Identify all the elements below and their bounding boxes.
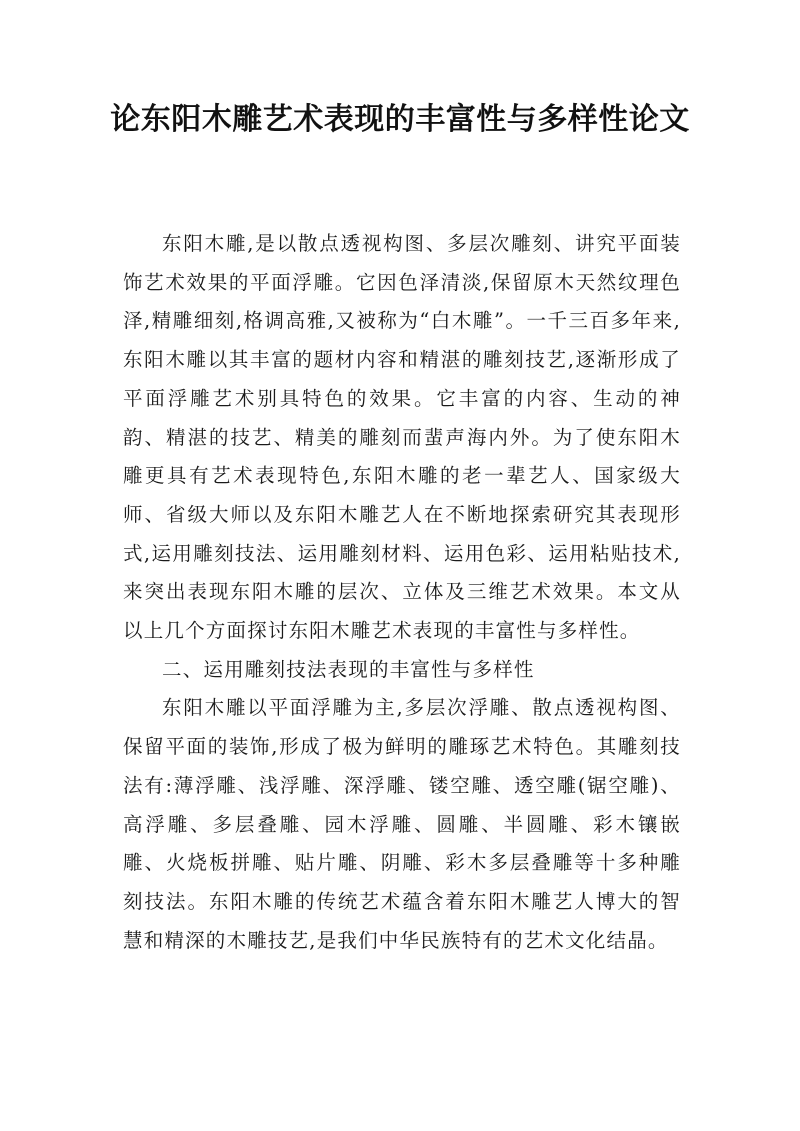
- document-body: [123, 225, 681, 960]
- section-paragraph: 东阳木雕以平面浮雕为主,多层次浮雕、散点透视构图、保留平面的装饰,形成了极为鲜明的雕琢艺术特色。其雕刻技法有:薄浮雕、浅浮雕、深浮雕、镂空雕、透空雕(锯空雕)、高浮雕、多层叠雕、园木浮雕、圆雕、半圆雕、彩木镶嵌雕、火烧板拼雕、贴片雕、阴雕、彩木多层叠雕等十多种雕刻技法。东阳木雕的传统艺术蕴含着东阳木雕艺人博大的智慧和精深的木雕技艺,是我们中华民族特有的艺术文化结晶。: [123, 696, 681, 952]
- document-title: 论东阳木雕艺术表现的丰富性与多样性论文: [110, 102, 690, 137]
- intro-paragraph: 东阳木雕,是以散点透视构图、多层次雕刻、讲究平面装饰艺术效果的平面浮雕。它因色泽清淡,保留原木天然纹理色泽,精雕细刻,格调高雅,又被称为“白木雕”。一千三百多年来,东阳木雕以其丰富的题材内容和精湛的雕刻技艺,逐渐形成了平面浮雕艺术别具特色的效果。它丰富的内容、生动的神韵、精湛的技艺、精美的雕刻而蜚声海内外。为了使东阳木雕更具有艺术表现特色,东阳木雕的老一辈艺人、国家级大师、省级大师以及东阳木雕艺人在不断地探索研究其表现形式,运用雕刻技法、运用雕刻材料、运用色彩、运用粘贴技术,来突出表现东阳木雕的层次、立体及三维艺术效果。本文从以上几个方面探讨东阳木雕艺术表现的丰富性与多样性。: [123, 232, 681, 643]
- section-heading: 二、运用雕刻技法表现的丰富性与多样性: [162, 657, 535, 681]
